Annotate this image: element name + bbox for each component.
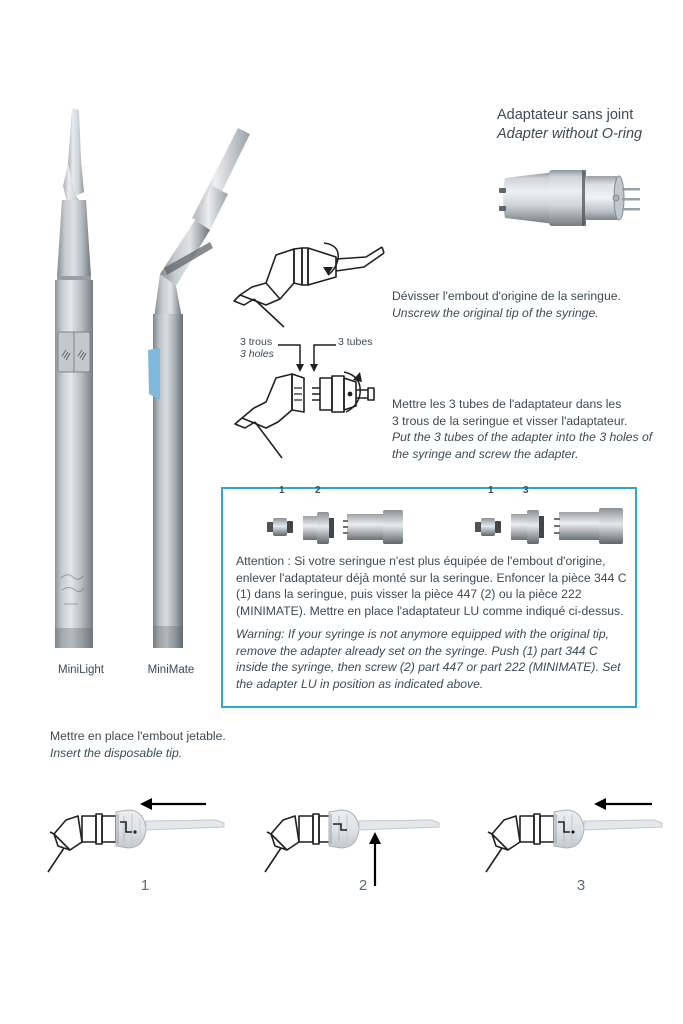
callout-leader-lines	[278, 340, 344, 374]
step-unscrew-text	[392, 288, 621, 321]
adapter-photo	[497, 158, 642, 238]
disposable-tip-fr: Mettre en place l'embout jetable.	[50, 729, 226, 743]
disposable-tip-en: Insert the disposable tip.	[50, 745, 183, 760]
callout-3-tubes: 3 tubes	[338, 336, 373, 348]
warning-figures-left	[265, 494, 405, 549]
step-screw-en-line2: the syringe and screw the adapter.	[392, 446, 579, 461]
tip-insert-step-2	[265, 790, 465, 890]
disposable-tip-text	[50, 728, 226, 761]
tip-insert-step-1	[48, 790, 248, 880]
bottom-step-number-3: 3	[576, 877, 586, 894]
callout-3-holes-fr: 3 trous	[240, 336, 273, 348]
adapter-heading	[497, 106, 642, 144]
product-label-minilight: MiniLight	[57, 664, 105, 676]
product-label-minimate: MiniMate	[147, 664, 195, 676]
bottom-step-number-2: 2	[358, 877, 368, 894]
warning-callout-right-2: 3	[523, 485, 529, 496]
warning-figures-right	[473, 494, 633, 549]
warning-text-fr: Attention : Si votre seringue n'est plus équipée de l'embout d'origine, enlever l'adaptateur déjà monté sur la seringue. Enfoncer la pièce 344 C (1) dans la seringue, puis visser la pièce 447 (2) ou la pièce 222 (MINIMATE). Mettre en place l'adaptateur LU comme indiqué ci-dessus.	[236, 554, 627, 618]
warning-callout-right-1: 1	[488, 485, 494, 496]
adapter-heading-fr: Adaptateur sans joint	[497, 107, 634, 123]
unscrew-tip-diagram	[232, 243, 387, 328]
step-unscrew-fr: Dévisser l'embout d'origine de la seringue.	[392, 289, 621, 303]
minilight-syringe-photo	[46, 108, 136, 648]
warning-callout-left-2: 2	[315, 485, 321, 496]
step-screw-fr-line2: 3 trous de la seringue et visser l'adaptateur.	[392, 413, 628, 428]
warning-box	[221, 487, 637, 708]
warning-callout-left-1: 1	[279, 485, 285, 496]
warning-text-en: Warning: If your syringe is not anymore equipped with the original tip, remove the adapter already set on the syringe. Push (1) part 344 C inside the syringe, then screw (2) part 447 or part 222 (MINIMATE). Set the adapter LU in position as indicated above.	[236, 627, 621, 691]
step-screw-en-line1: Put the 3 tubes of the adapter into the 3 holes of	[392, 430, 653, 444]
step-unscrew-en: Unscrew the original tip of the syringe.	[392, 305, 599, 320]
adapter-heading-en: Adapter without O-ring	[497, 126, 643, 142]
tip-insert-step-3	[472, 790, 672, 880]
insert-adapter-diagram	[232, 372, 382, 464]
callout-3-holes	[240, 336, 274, 360]
step-screw-fr-line1: Mettre les 3 tubes de l'adaptateur dans les	[392, 397, 622, 411]
step-screw-adapter-text	[392, 396, 652, 462]
callout-3-holes-en: 3 holes	[240, 348, 274, 360]
bottom-step-number-1: 1	[140, 877, 150, 894]
